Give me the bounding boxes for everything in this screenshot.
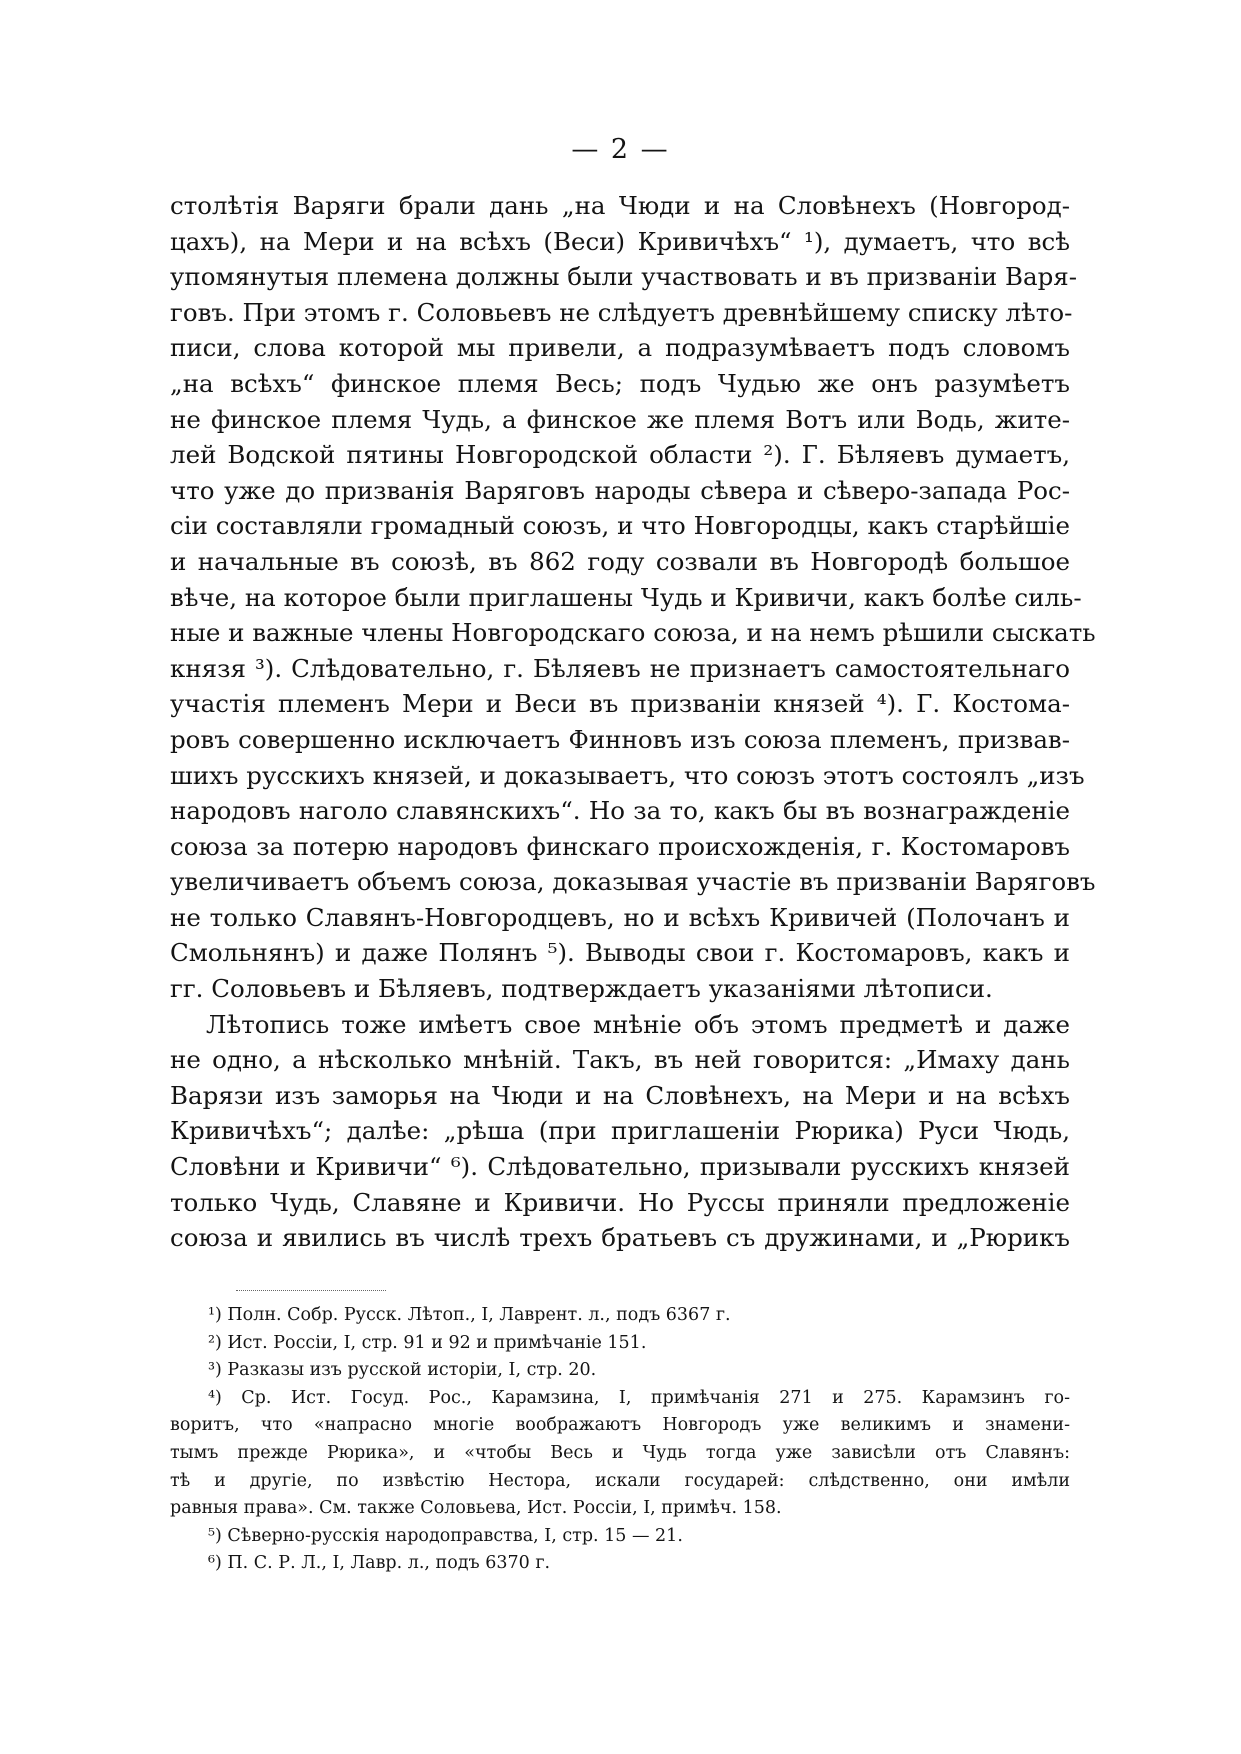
text-line: не финское племя Чудь, а финское же племя Вотъ или Водь, жите-	[170, 404, 1070, 434]
text-line: шихъ русскихъ князей, и доказываетъ, что союзъ этотъ состоялъ „изъ	[170, 760, 1085, 790]
text-line: Словѣни и Кривичи“ ⁶). Слѣдовательно, призывали русскихъ князей	[170, 1152, 1070, 1182]
footnote: ⁵) Сѣверно-русскія народоправства, I, стр. 15 — 21.	[208, 1525, 683, 1546]
text-line: увеличиваетъ объемъ союза, доказывая участіе въ призваніи Варяговъ	[170, 867, 1096, 897]
text-line: участія племенъ Мери и Веси въ призваніи князей ⁴). Г. Костома-	[170, 689, 1070, 719]
text-line: вѣче, на которое были приглашены Чудь и Кривичи, какъ болѣе силь-	[170, 582, 1082, 612]
text-line: цахъ), на Мери и на всѣхъ (Веси) Кривичѣхъ“ ¹), думаетъ, что всѣ	[170, 226, 1070, 256]
footnote: ⁶) П. С. Р. Л., I, Лавр. л., подъ 6370 г.	[208, 1553, 551, 1574]
text-line: союза и явились въ числѣ трехъ братьевъ съ дружинами, и „Рюрикъ	[170, 1223, 1070, 1253]
text-line: ные и важные члены Новгородскаго союза, и на немъ рѣшили сыскать	[170, 618, 1096, 648]
text-line: лей Водской пятины Новгородской области ²). Г. Бѣляевъ думаетъ,	[170, 440, 1070, 470]
footnote-continuation: тымъ прежде Рюрика», и «чтобы Весь и Чудь тогда уже зависѣли отъ Славянъ:	[170, 1442, 1070, 1463]
footnotes	[170, 1302, 1070, 1578]
footnote-separator	[236, 1290, 386, 1291]
text-line: Лѣтопись тоже имѣетъ свое мнѣніе объ этомъ предметѣ и даже	[206, 1009, 1070, 1039]
text-line: Кривичѣхъ“; далѣе: „рѣша (при приглашеніи Рюрика) Руси Чюдь,	[170, 1116, 1070, 1146]
body-text	[170, 188, 1096, 1256]
footnote-continuation: равныя права». См. также Соловьева, Ист. Россіи, I, примѣч. 158.	[170, 1498, 782, 1519]
text-line: сіи составляли громадный союзъ, и что Новгородцы, какъ старѣйшіе	[170, 511, 1070, 541]
footnote: ¹) Полн. Собр. Русск. Лѣтоп., I, Лаврент. л., подъ 6367 г.	[208, 1305, 731, 1325]
text-line: гг. Соловьевъ и Бѣляевъ, подтверждаетъ указаніями лѣтописи.	[170, 974, 993, 1004]
text-line: не одно, а нѣсколько мнѣній. Такъ, въ ней говорится: „Имаху дань	[170, 1045, 1070, 1075]
text-line: столѣтія Варяги брали дань „на Чюди и на Словѣнехъ (Новгород-	[170, 191, 1070, 220]
text-line: и начальные въ союзѣ, въ 862 году созвали въ Новгородѣ большое	[170, 546, 1070, 576]
text-line: народовъ наголо славянскихъ“. Но за то, какъ бы въ вознагражденіе	[170, 796, 1070, 826]
footnote-continuation: тѣ и другіе, по извѣстію Нестора, искали государей: слѣдственно, они имѣли	[170, 1470, 1070, 1491]
text-line: только Чудь, Славяне и Кривичи. Но Руссы приняли предложеніе	[170, 1187, 1070, 1217]
text-line: что уже до призванія Варяговъ народы сѣвера и сѣверо-запада Рос-	[170, 475, 1070, 505]
text-line: говъ. При этомъ г. Соловьевъ не слѣдуетъ древнѣйшему списку лѣто-	[170, 297, 1073, 327]
text-line: князя ³). Слѣдовательно, г. Бѣляевъ не признаетъ самостоятельнаго	[170, 653, 1070, 683]
page-number: — 2 —	[571, 134, 670, 165]
footnote-continuation: воритъ, что «напрасно многіе воображаютъ Новгородъ уже великимъ и знамени-	[170, 1415, 1070, 1436]
footnote: ²) Ист. Россіи, I, стр. 91 и 92 и примѣчаніе 151.	[208, 1332, 647, 1353]
text-line: упомянутыя племена должны были участвовать и въ призваніи Варя-	[170, 262, 1078, 292]
text-line: писи, слова которой мы привели, а подразумѣваетъ подъ словомъ	[170, 333, 1070, 363]
text-line: союза за потерю народовъ финскаго происхожденія, г. Костомаровъ	[170, 831, 1070, 861]
text-line: Варязи изъ заморья на Чюди и на Словѣнехъ, на Мери и на всѣхъ	[170, 1080, 1070, 1110]
text-line: не только Славянъ-Новгородцевъ, но и всѣхъ Кривичей (Полочанъ и	[170, 902, 1070, 932]
text-line: Смольнянъ) и даже Полянъ ⁵). Выводы свои г. Костомаровъ, какъ и	[170, 938, 1070, 968]
footnote: ³) Разказы изъ русской исторіи, I, стр. 20.	[208, 1360, 597, 1381]
footnote: ⁴) Ср. Ист. Госуд. Рос., Карамзина, I, примѣчанія 271 и 275. Карамзинъ го-	[208, 1387, 1070, 1408]
text-line: ровъ совершенно исключаетъ Финновъ изъ союза племенъ, призвав-	[170, 724, 1070, 754]
text-line: „на всѣхъ“ финское племя Весь; подъ Чудью же онъ разумѣетъ	[170, 368, 1070, 398]
